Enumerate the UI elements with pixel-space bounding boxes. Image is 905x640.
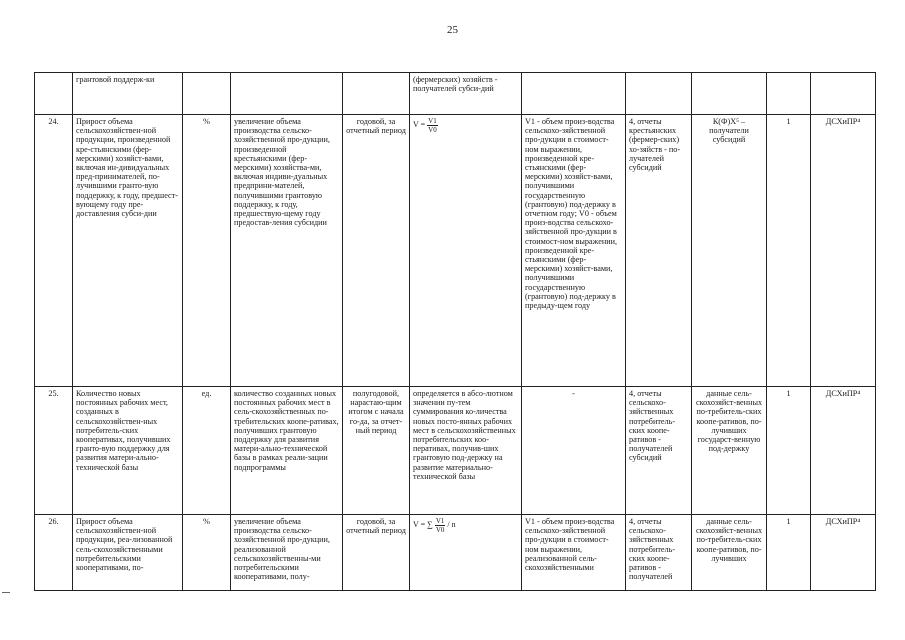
cell-vars: -: [522, 387, 626, 515]
cell-num: 26.: [35, 515, 73, 591]
formula: [413, 517, 456, 534]
formula-lhs: V = ∑: [413, 520, 433, 530]
cell-resp: [811, 73, 876, 115]
cell-code: [767, 73, 811, 115]
margin-mark: [2, 592, 10, 593]
formula-denominator: V0: [435, 526, 445, 534]
formula-lhs: V =: [413, 120, 426, 130]
cell-method: К(Ф)Х⁵ – получатели субсидий: [692, 115, 767, 387]
cell-unit: %: [183, 515, 231, 591]
cell-formula: определяется в абсо-лютном значении пу-тем суммирования ко-личества новых посто-янных рабочих мест в сельскохозяйственных потребительских коо-перативах, получив-ших грантовую под-держку на развитие материально-технической базы: [410, 387, 522, 515]
formula-fraction: [427, 117, 438, 134]
cell-unit: %: [183, 115, 231, 387]
cell-formula: (фермерских) хозяйств - получателей субси-дий: [410, 73, 522, 115]
cell-name: Прирост объема сельскохозяйствен-ной продукции, произведенной кре-стьянскими (фер-мерскими) хозяйст-вами, включая ин-дивидуальных пред-принимателей, по-лучившими гранто-вую поддержку, к году, предшест-вующему году пре-доставления субси-дии: [73, 115, 183, 387]
cell-code: 1: [767, 115, 811, 387]
cell-code: 1: [767, 515, 811, 591]
cell-source: 4, отчеты сельскохо-зяйственных потребитель-ских коопе-ративов - получателей субсидий: [626, 387, 692, 515]
table-row: [35, 515, 876, 591]
cell-method: данные сель-скохозяйст-венных по-требитель-ских коопе-ративов, по-лучивших государст-венную под-держку: [692, 387, 767, 515]
formula-fraction: [435, 517, 446, 534]
cell-resp: ДСХиПР⁴: [811, 387, 876, 515]
cell-period: [343, 73, 410, 115]
cell-name: Количество новых постоянных рабочих мест, созданных в сельскохозяйствен-ных потребитель-ских кооперативах, получивших гранто-вую поддержку для развития матери-ально-технической базы: [73, 387, 183, 515]
cell-unit: ед.: [183, 387, 231, 515]
formula-numerator: V1: [428, 117, 437, 125]
cell-vars: [522, 73, 626, 115]
cell-definition: [231, 73, 343, 115]
cell-definition: количество созданных новых постоянных рабочих мест в сель-скохозяйственных по-требительских коопе-ративах, получивших грантовую поддержку для развития матери-ально-технической базы в рамках реали-зации подпрограммы: [231, 387, 343, 515]
page-number: 25: [447, 24, 458, 36]
cell-name: грантовой поддерж-ки: [73, 73, 183, 115]
cell-period: годовой, за отчетный период: [343, 515, 410, 591]
cell-num: [35, 73, 73, 115]
table-row: [35, 115, 876, 387]
cell-vars: V1 - объем произ-водства сельскохо-зяйственной про-дукции в стоимост-ном выражении, реализованной сель-скохозяйственными: [522, 515, 626, 591]
cell-period: годовой, за отчетный период: [343, 115, 410, 387]
cell-source: [626, 73, 692, 115]
cell-method: данные сель-скохозяйст-венных по-требитель-ских коопе-ративов, по-лучивших: [692, 515, 767, 591]
table-row: [35, 387, 876, 515]
cell-formula: [410, 115, 522, 387]
table-row: [35, 73, 876, 115]
cell-code: 1: [767, 387, 811, 515]
formula-suffix: / n: [447, 520, 456, 530]
cell-name: Прирост объема сельскохозяйствен-ной продукции, реа-лизованной сель-скохозяйственными потребительскими кооперативами, по-: [73, 515, 183, 591]
formula-numerator: V1: [435, 517, 445, 525]
cell-source: 4, отчеты крестьянских (фермер-ских) хо-зяйств - по-лучателей субсидий: [626, 115, 692, 387]
cell-num: 25.: [35, 387, 73, 515]
cell-vars: V1 - объем произ-водства сельскохо-зяйственной про-дукции в стоимост-ном выражении, произведенной кре-стьянскими (фер-мерскими) хозяйст-вами, получившими государственную (грантовую) под-держку в отчетном году; V0 - объем произ-водства сельскохо-зяйственной про-дукции в стоимост-ном выражении, произведенной кре-стьянскими (фер-мерскими) хозяйст-вами, получившими государственную (грантовую) под-держку в предыду-щем году: [522, 115, 626, 387]
cell-resp: ДСХиПР⁴: [811, 115, 876, 387]
indicators-table: [34, 72, 876, 591]
cell-unit: [183, 73, 231, 115]
formula-denominator: V0: [428, 126, 437, 134]
cell-num: 24.: [35, 115, 73, 387]
cell-definition: увеличение объема производства сельско-хозяйственной про-дукции, реализованной сельскохозяйственны-ми потребительскими кооперативами, полу-: [231, 515, 343, 591]
cell-period: полугодовой, нарастаю-щим итогом с начала го-да, за отчет-ный период: [343, 387, 410, 515]
cell-formula: [410, 515, 522, 591]
cell-method: [692, 73, 767, 115]
cell-resp: ДСХиПР⁴: [811, 515, 876, 591]
formula: [413, 117, 438, 134]
cell-definition: увеличение объема производства сельско-хозяйственной про-дукции, произведенной крестьянскими (фер-мерскими) хозяйства-ми, включая индиви-дуальных предприни-мателей, получившими грантовую поддержку, к году, предшествую-щему году предостав-ления субсидии: [231, 115, 343, 387]
cell-source: 4, отчеты сельскохо-зяйственных потребитель-ских коопе-ративов - получателей: [626, 515, 692, 591]
